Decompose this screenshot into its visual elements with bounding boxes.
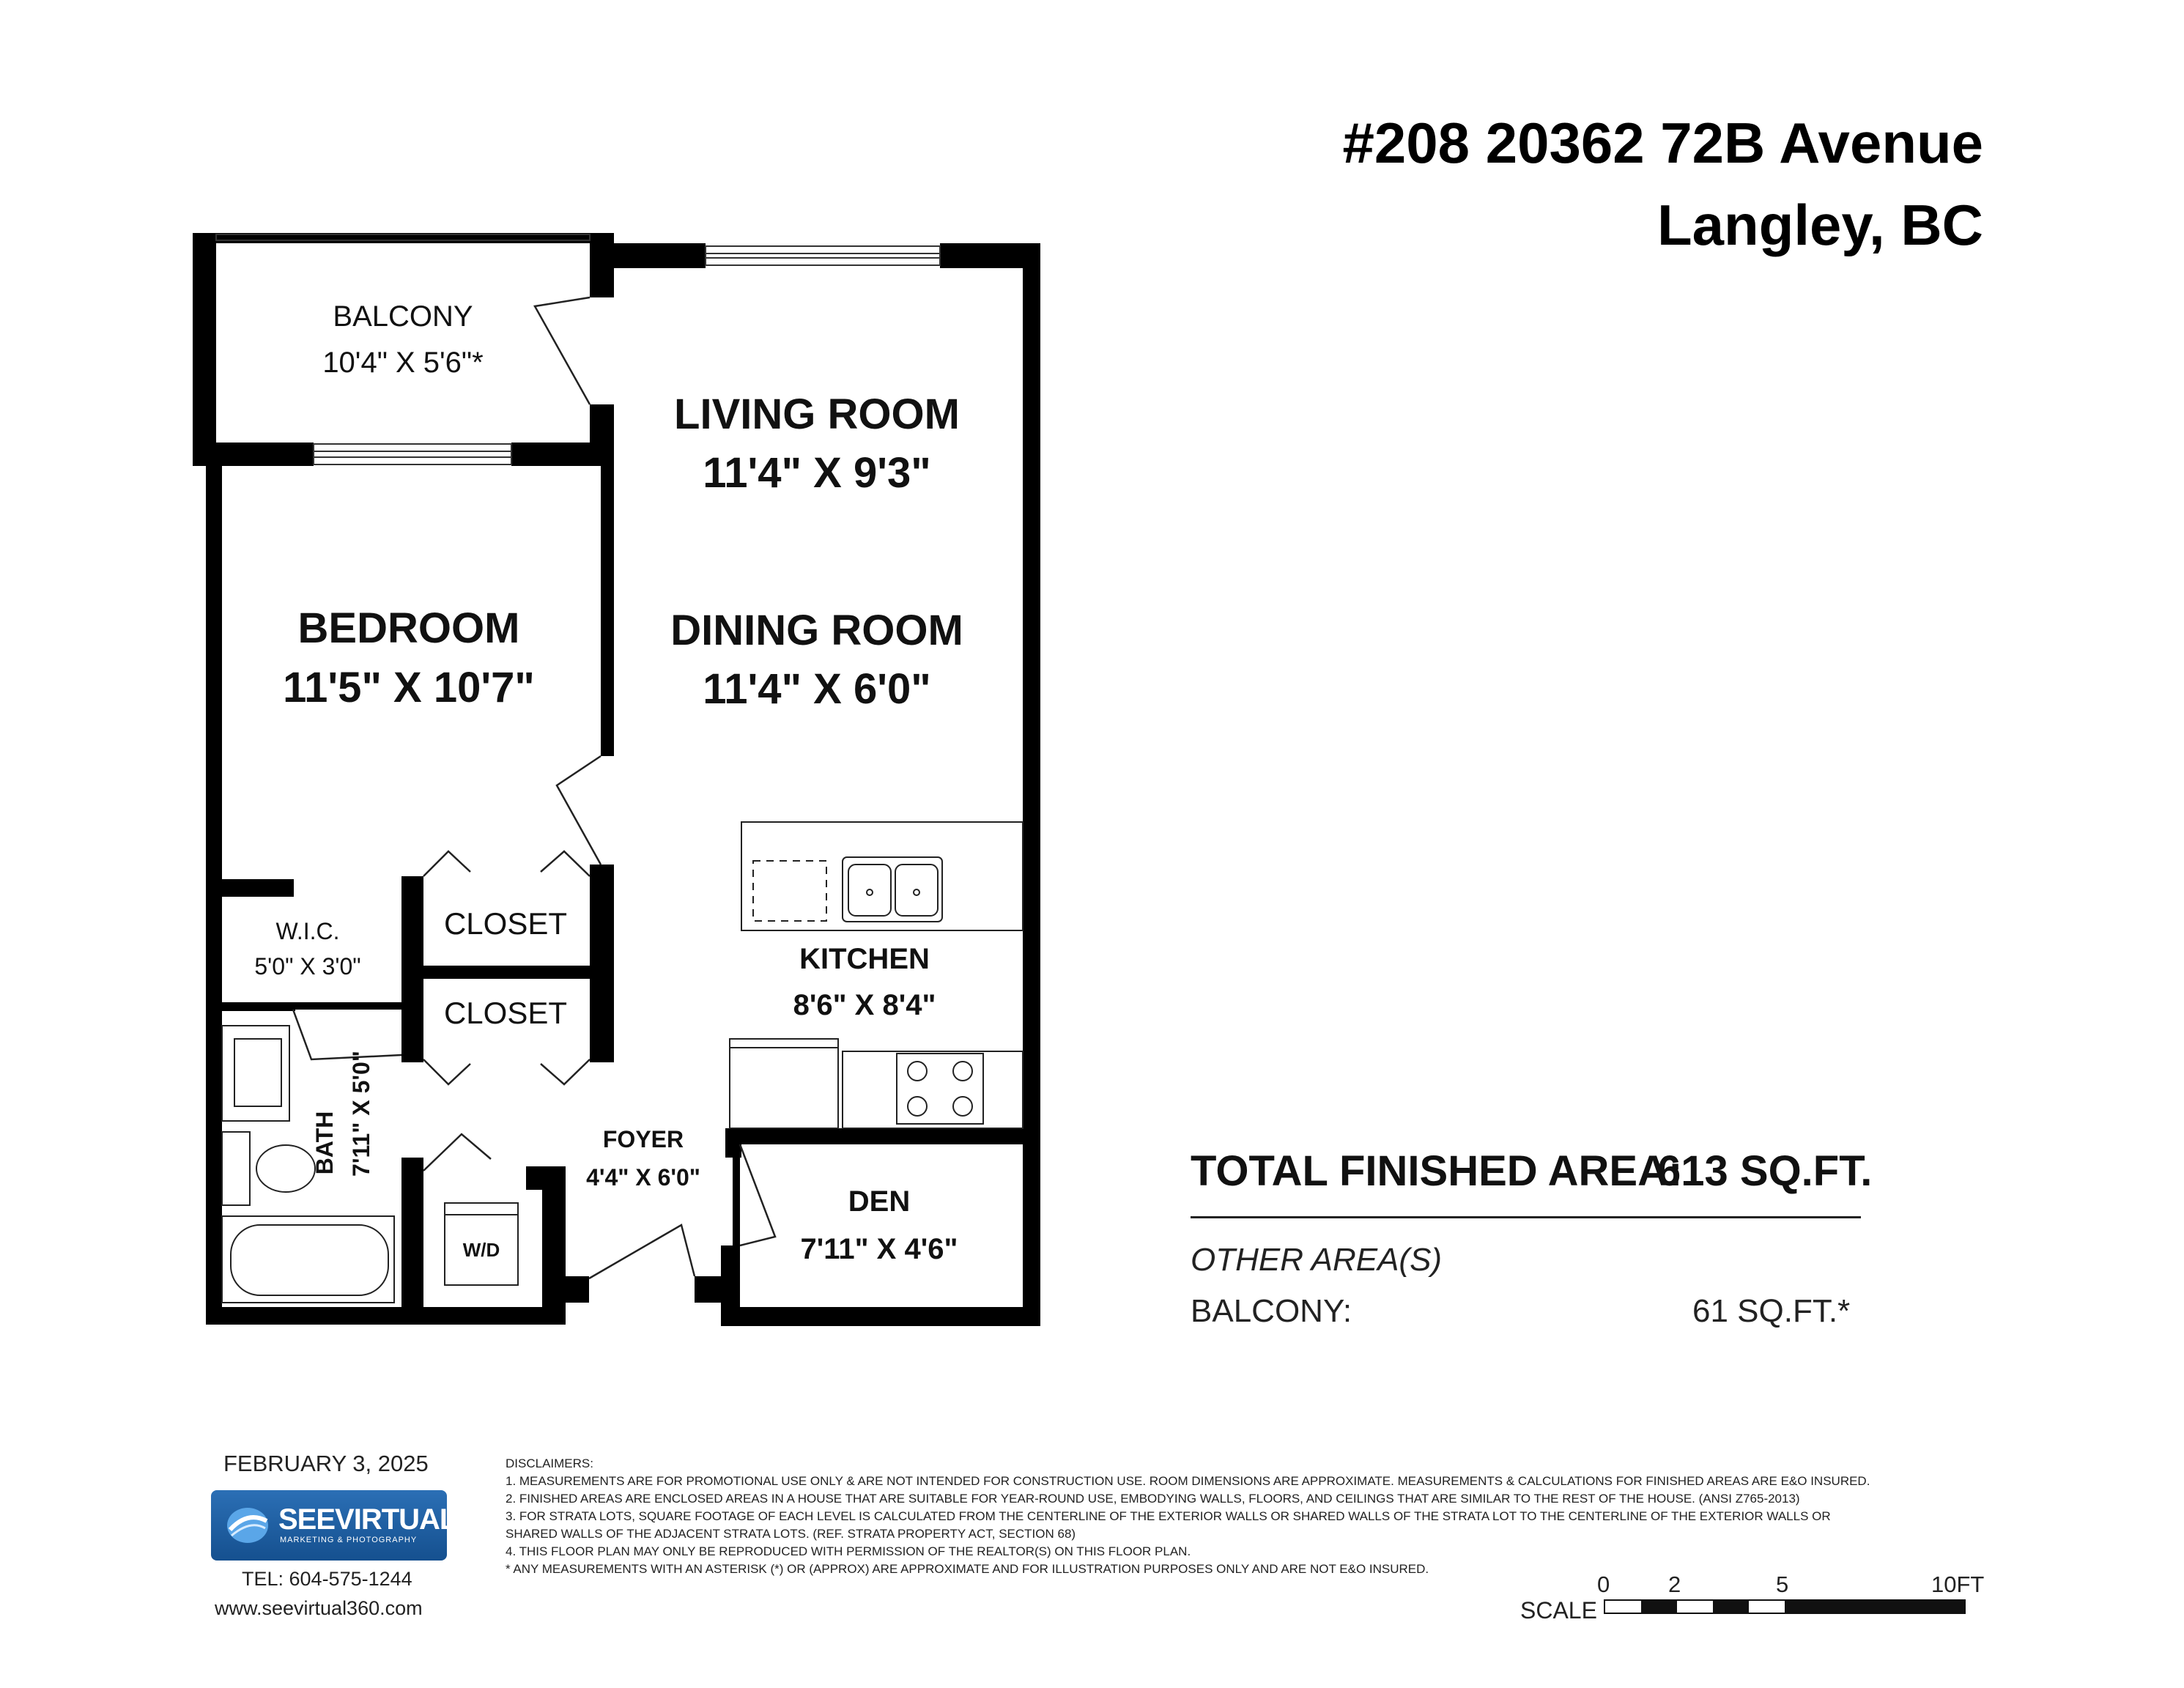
washer-dryer-top bbox=[445, 1203, 518, 1215]
door-swing bbox=[740, 1144, 775, 1245]
balcony-name: BALCONY bbox=[333, 300, 473, 333]
door-swing bbox=[589, 1225, 695, 1278]
scale-bar-segment bbox=[1641, 1600, 1677, 1613]
wall bbox=[601, 466, 614, 756]
burner bbox=[953, 1062, 972, 1081]
fridge bbox=[730, 1048, 838, 1128]
dishwasher bbox=[753, 861, 826, 921]
divider bbox=[1191, 1216, 1861, 1218]
address-line-2: Langley, BC bbox=[1657, 193, 1983, 257]
bathtub-inner bbox=[231, 1225, 388, 1295]
scale-label: SCALE bbox=[1520, 1597, 1597, 1624]
drain bbox=[867, 889, 873, 895]
vanity-sink bbox=[234, 1039, 281, 1106]
wall bbox=[542, 1166, 566, 1325]
burner bbox=[908, 1097, 927, 1116]
dining-room-name: DINING ROOM bbox=[670, 607, 963, 654]
bedroom-name: BEDROOM bbox=[297, 604, 520, 652]
disclaimer-line: * ANY MEASUREMENTS WITH AN ASTERISK (*) OR (APPROX) ARE APPROXIMATE AND FOR ILLUSTRATION PURPOSES ONLY AND ARE NOT E&O INSURED. bbox=[506, 1562, 1429, 1576]
wall bbox=[1023, 243, 1040, 1326]
drain bbox=[914, 889, 919, 895]
window bbox=[314, 444, 511, 464]
disclaimer-line: 4. THIS FLOOR PLAN MAY ONLY BE REPRODUCED WITH PERMISSION OF THE REALTOR(S) ON THIS FLOOR PLAN. bbox=[506, 1544, 1191, 1558]
wall bbox=[193, 233, 216, 466]
wall bbox=[725, 1128, 1040, 1144]
disclaimer-line: 2. FINISHED AREAS ARE ENCLOSED AREAS IN A HOUSE THAT ARE SUITABLE FOR YEAR-ROUND USE, EMBODYING WALLS, FLOORS, AND CEILINGS THAT ARE SIMILAR TO THE REST OF THE HOUSE. (ANSI Z765-2013) bbox=[506, 1492, 1800, 1506]
company-tagline: MARKETING & PHOTOGRAPHY bbox=[280, 1536, 418, 1544]
closet-name: CLOSET bbox=[443, 906, 568, 941]
scale-tick-label: 0 bbox=[1597, 1572, 1610, 1597]
plan-date: FEBRUARY 3, 2025 bbox=[223, 1451, 429, 1476]
door-swing bbox=[541, 851, 590, 876]
kitchen-name: KITCHEN bbox=[799, 943, 930, 975]
scale-bar bbox=[1604, 1600, 1965, 1613]
disclaimers bbox=[506, 1455, 1971, 1578]
company-name: SEEVIRTUAL bbox=[278, 1503, 457, 1536]
balcony-dims: 10'4" X 5'6"* bbox=[322, 347, 484, 379]
wall bbox=[401, 966, 614, 979]
fridge-top bbox=[730, 1039, 838, 1048]
disclaimer-line: 3. FOR STRATA LOTS, SQUARE FOOTAGE OF EACH LEVEL IS CALCULATED FROM THE CENTERLINE OF THE EXTERIOR WALLS OR SHARED WALLS OF THE STRATA LOT TO THE CENTERLINE OF THE EXTERIOR WALLS OR bbox=[506, 1509, 1831, 1523]
scale-tick-label: 5 bbox=[1776, 1572, 1789, 1597]
fixtures bbox=[222, 822, 1023, 1303]
disclaimer-line: DISCLAIMERS: bbox=[506, 1456, 593, 1470]
wall bbox=[566, 1276, 589, 1303]
toilet-tank bbox=[222, 1132, 250, 1205]
door-swing bbox=[557, 756, 601, 865]
stove bbox=[897, 1054, 983, 1124]
bathtub bbox=[222, 1216, 394, 1303]
living-room-dims: 11'4" X 9'3" bbox=[703, 449, 931, 497]
door-swing bbox=[535, 297, 590, 404]
lower-counter bbox=[843, 1051, 1023, 1128]
burner bbox=[953, 1097, 972, 1116]
wic-name: W.I.C. bbox=[275, 918, 340, 944]
scale-tick-label: 10FT bbox=[1931, 1572, 1985, 1597]
foyer-dims: 4'4" X 6'0" bbox=[586, 1164, 700, 1191]
balcony-area-label: BALCONY: bbox=[1191, 1293, 1352, 1329]
den-name: DEN bbox=[848, 1185, 911, 1218]
washer-dryer-label: W/D bbox=[462, 1239, 500, 1261]
wall bbox=[590, 865, 614, 1062]
wall bbox=[590, 404, 614, 466]
disclaimer-line: SHARED WALLS OF THE ADJACENT STRATA LOTS. (REF. STRATA PROPERTY ACT, SECTION 68) bbox=[506, 1527, 1076, 1541]
window bbox=[706, 246, 940, 265]
wall bbox=[590, 233, 614, 297]
door-swing bbox=[541, 1059, 590, 1084]
wall bbox=[222, 1008, 295, 1011]
wall bbox=[206, 879, 294, 897]
phone-number: TEL: 604-575-1244 bbox=[242, 1568, 412, 1590]
scale-bar-segment bbox=[1713, 1600, 1749, 1613]
bedroom-dims: 11'5" X 10'7" bbox=[283, 664, 535, 711]
total-area-value: 613 SQ.FT. bbox=[1657, 1147, 1873, 1195]
door-swing bbox=[423, 1059, 470, 1084]
burner bbox=[908, 1062, 927, 1081]
disclaimer-line: 1. MEASUREMENTS ARE FOR PROMOTIONAL USE ONLY & ARE NOT INTENDED FOR CONSTRUCTION USE. ROOM DIMENSIONS ARE APPROXIMATE. MEASUREMENTS & CALCULATIONS FOR FINISHED AREAS ARE E&O INSURED. bbox=[506, 1474, 1870, 1488]
kitchen-dims: 8'6" X 8'4" bbox=[793, 989, 936, 1021]
wall bbox=[401, 1158, 423, 1325]
bath-name: BATH bbox=[311, 1111, 338, 1175]
wall bbox=[206, 1307, 566, 1325]
wall bbox=[721, 1307, 1040, 1326]
scale-bar-segment bbox=[1785, 1600, 1965, 1613]
foyer-name: FOYER bbox=[602, 1126, 684, 1152]
scale-tick-label: 2 bbox=[1668, 1572, 1681, 1597]
wic-dims: 5'0" X 3'0" bbox=[254, 953, 361, 980]
wall bbox=[733, 1144, 740, 1247]
toilet-bowl bbox=[256, 1145, 315, 1192]
total-area-label: TOTAL FINISHED AREA: bbox=[1191, 1147, 1683, 1195]
wall bbox=[193, 443, 314, 466]
balcony-area-value: 61 SQ.FT.* bbox=[1692, 1293, 1851, 1329]
website-link[interactable]: www.seevirtual360.com bbox=[215, 1597, 423, 1619]
sink bbox=[843, 857, 942, 922]
dining-room-dims: 11'4" X 6'0" bbox=[703, 665, 931, 713]
door-swing bbox=[293, 1010, 401, 1059]
closet-name: CLOSET bbox=[443, 996, 568, 1030]
wall bbox=[614, 243, 706, 268]
address-line-1: #208 20362 72B Avenue bbox=[1342, 111, 1983, 175]
kitchen-counter bbox=[741, 822, 1023, 930]
wall bbox=[695, 1276, 724, 1303]
swirl-icon bbox=[224, 1503, 271, 1547]
other-areas-heading: OTHER AREA(S) bbox=[1191, 1242, 1443, 1278]
door-swing bbox=[423, 1134, 491, 1171]
company-logo bbox=[211, 1490, 457, 1561]
door-swing bbox=[423, 851, 470, 876]
living-room-name: LIVING ROOM bbox=[674, 390, 960, 438]
den-dims: 7'11" X 4'6" bbox=[800, 1233, 958, 1265]
bath-dims: 7'11" X 5'0" bbox=[348, 1051, 374, 1177]
